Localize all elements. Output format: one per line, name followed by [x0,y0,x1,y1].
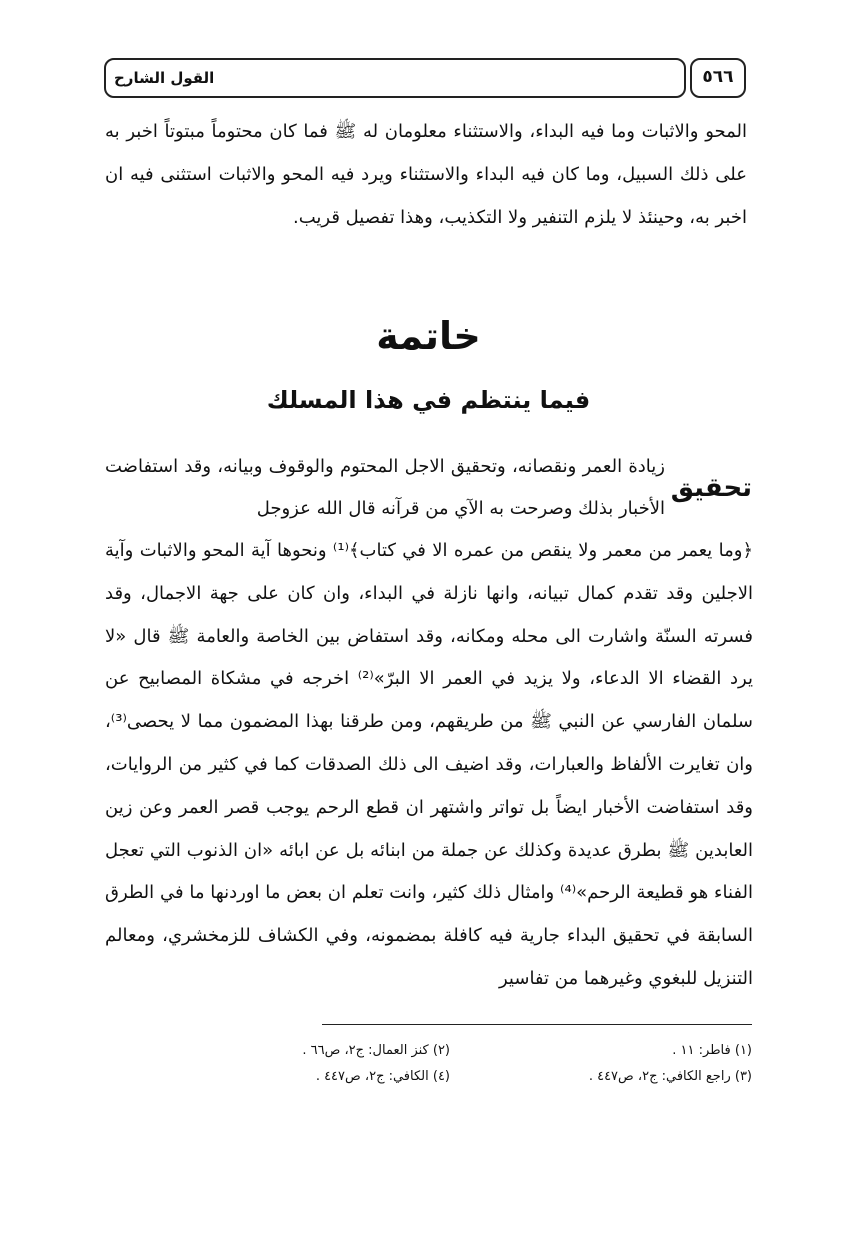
footnote-4: (٤) الكافي: ج٢، ص٤٤٧ . [315,1069,450,1084]
footnote-2: (٢) كنز العمال: ج٢، ص٦٦ . [302,1043,450,1058]
footnote-divider [322,1024,752,1025]
margin-label: تحقيق [670,473,752,503]
page-number: ٥٦٦ [690,58,746,98]
section-subtitle: فيما ينتظم في هذا المسلك [266,386,591,414]
body-paragraph-opening: زيادة العمر ونقصانه، وتحقيق الاجل المحتوم والوقوف وبيانه، وقد استفاضت الأخبار بذلك وصرحت به الآي من قرآنه قال الله عزوجل [105,456,665,519]
footnote-3: (٣) راجع الكافي: ج٢، ص٤٤٧ . [588,1069,752,1084]
section-title: خاتمة [376,314,481,358]
body-paragraph: ﴿وما يعمر من معمر ولا ينقص من عمره الا في كتاب﴾⁽¹⁾ ونحوها آية المحو والاثبات وآية الاجلين وقد تقدم كمال تبيانه، وانها نازلة في البداء، وان كان على جهة الاجمال، وقد فسرته السنّة واشارت الى محله ومكانه، وقد استفاض بين الخاصة والعامة ﷺ قال «لا يرد القضاء الا الدعاء، ولا يزيد في العمر الا البرّ»⁽²⁾ اخرجه في مشكاة المصابيح عن سلمان الفارسي عن النبي ﷺ من طريقهم، ومن طرقنا بهذا المضمون مما لا يحصى⁽³⁾، وان تغايرت الألفاظ والعبارات، وقد اضيف الى ذلك الصدقات كما في كثير من الروايات، وقد استفاضت الأخبار ايضاً بل تواتر واشتهر ان قطع الرحم يوجب قصر العمر وعن زين العابدين ﷺ بطرق عديدة وكذلك عن جملة من ابنائه بل عن ابائه «ان الذنوب التي تعجل الفناء هو قطيعة الرحم»⁽⁴⁾ وامثال ذلك كثير، وانت تعلم ان بعض ما اوردنها ما في الطرق السابقة في تحقيق البداء جارية فيه كافلة بمضمونه، وفي الكشاف للزمخشري، ومعالم التنزيل للبغوي وغيرهما من تفاسير [105,540,753,989]
top-paragraph: المحو والاثبات وما فيه البداء، والاستثناء معلومان له ﷺ فما كان محتوماً مبتوتاً اخبر به على ذلك السبيل، وما كان فيه البداء والاستثناء ويرد فيه المحو والاثبات استثنى فيه ان اخبر به، وحينئذ لا يلزم التنفير ولا التكذيب، وهذا تفصيل قريب. [105,121,747,228]
running-header-title: القول الشارح [114,69,215,87]
footnote-1: (١) فاطر: ١١ . [672,1043,752,1058]
